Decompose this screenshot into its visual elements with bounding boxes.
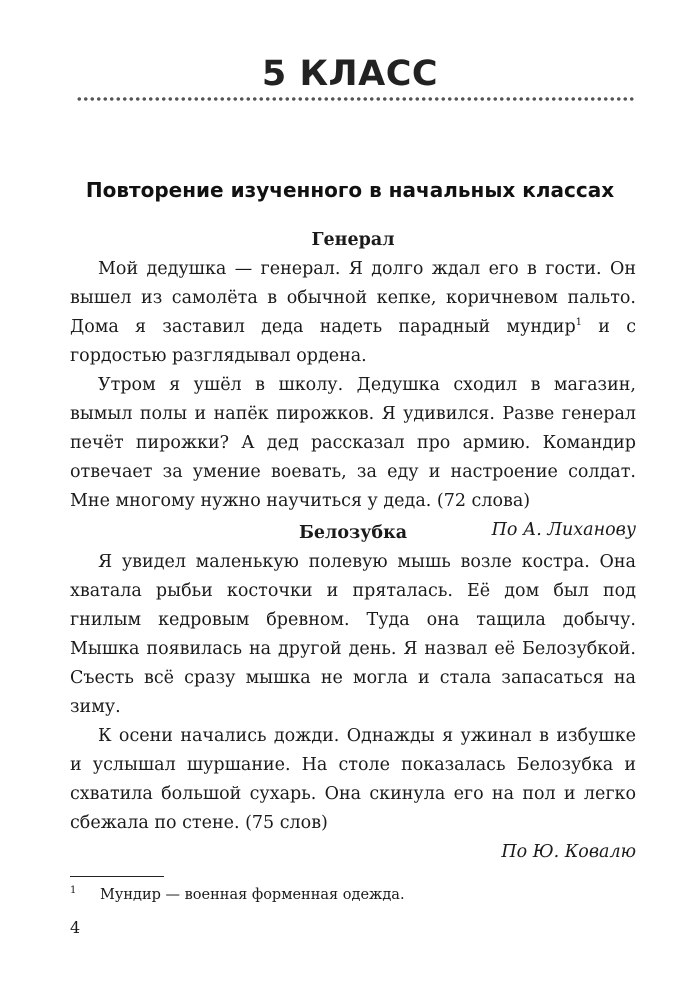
dotted-divider: [76, 96, 634, 102]
story-title: Белозубка: [298, 523, 408, 543]
grade-heading: 5 КЛАСС: [261, 54, 439, 94]
story-title: Генерал: [311, 230, 395, 250]
footnote-divider: [70, 876, 164, 877]
story-general: [70, 226, 636, 545]
footnote: 1 Мундир — военная форменная одежда.: [70, 885, 405, 903]
story-paragraph: Утром я ушёл в школу. Дедушка сходил в магазин, вымыл полы и напёк пирожков. Я удивился. Разве генерал печёт пирожки? А дед рассказал про армию. Командир отвечает за умение воевать, за еду и настроение солдат. Мне многому нужно научиться у деда. (72 слова): [70, 375, 636, 511]
section-heading: Повторение изученного в начальных классах: [85, 178, 615, 202]
footnote-text: Мундир — военная форменная одежда.: [100, 887, 405, 903]
story-author: По А. Лиханову: [491, 520, 636, 540]
story-belozubka: [70, 519, 636, 867]
paragraph-text-tail: и с гордостью разглядывал ордена.: [70, 317, 637, 366]
story-paragraph: Я увидел маленькую полевую мышь возле костра. Она хватала рыбьи косточки и пряталась. Её дом был под гнилым кедровым бревном. Туда она тащила добычу. Мышка появилась на другой день. Я назвал её Белозубкой. Съесть всё сразу мышка не могла и стала запасаться на зиму.: [70, 552, 636, 717]
footnote-reference: 1: [575, 317, 583, 329]
story-paragraph: К осени начались дожди. Однажды я ужинал в избушке и услышал шуршание. На столе показалась Белозубка и схватила большой сухарь. Она скинула его на пол и легко сбежала по стене. (75 слов): [70, 726, 636, 833]
story-paragraph: [70, 255, 636, 371]
page-number: 4: [70, 918, 81, 937]
paragraph-text: Мой дедушка — генерал. Я долго ждал его в гости. Он вышел из самолёта в обычной кепке, коричневом пальто. Дома я заставил деда надеть парадный мундир: [70, 259, 636, 337]
story-author: По Ю. Ковалю: [501, 842, 636, 862]
